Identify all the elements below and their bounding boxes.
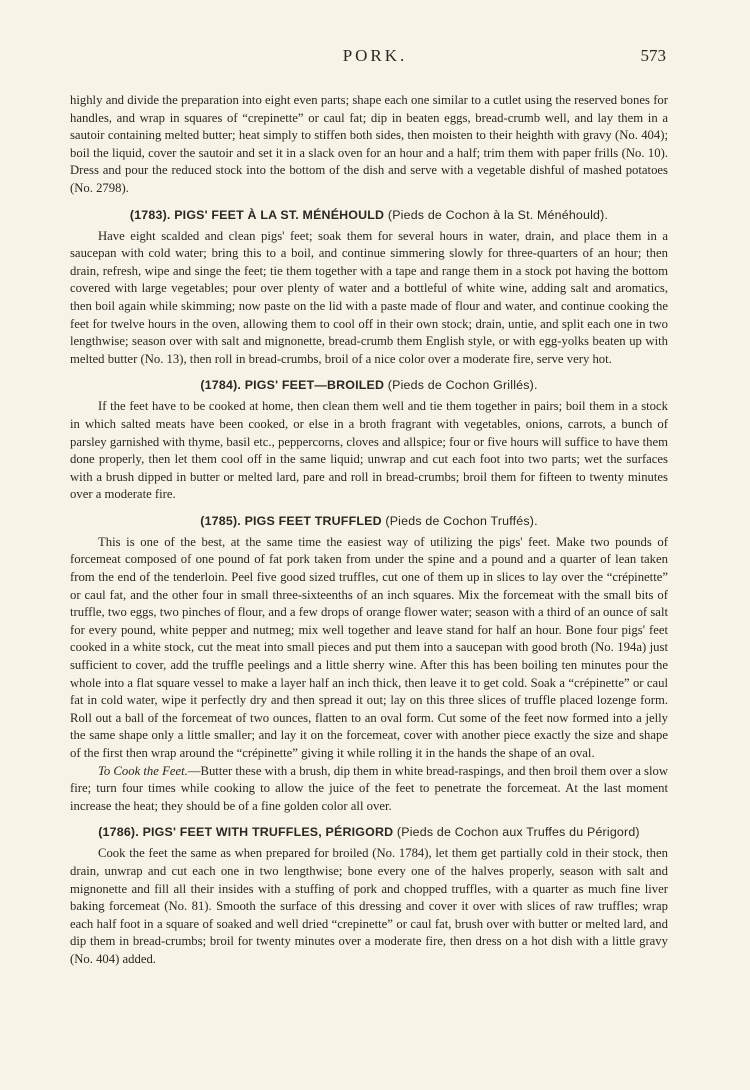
recipe-heading-1784 [70,376,668,394]
subsection-text: —Butter these with a brush, dip them in white bread-raspings, and then broil them over a slow fire; turn four times while cooking to allow the juice of the feet to penetrate the forcemeat. At the last moment increase the heat; they should be of a fine golden color all over. [70,763,668,813]
recipe-text-1784: If the feet have to be cooked at home, then clean them well and tie them together in pairs; boil them in a stock in which salted meats have been cooked, or else in a broth fragrant with vegetables, onions, carrots, a bunch of parsley garnished with thyme, basil etc., peppercorns, cloves and allspice; four or five hours will suffice to have them done properly, then let them cool off in the same liquid; unwrap and cut each foot into two parts; wet the surfaces with a brush dipped in butter or melted lard, pare and roll in bread-crumbs; broil them for fifteen to twenty minutes over a moderate fire. [70,399,668,502]
recipe-heading-1786 [70,823,668,841]
page-number: 573 [640,46,666,65]
recipe-heading-1785 [70,512,668,530]
recipe-french-title: (Pieds de Cochon à la St. Ménéhould). [387,207,609,222]
recipe-title: PIGS' FEET WITH TRUFFLES, PÉRIGORD [142,825,394,840]
recipe-number: (1785). [200,513,241,528]
intro-paragraph: highly and divide the preparation into eight even parts; shape each one similar to a cutlet using the reserved bones for handles, and wrap in squares of “crepinette” or caul fat; dip in beaten eggs, bread-crumb well, and lay them in a sautoir containing melted butter; heat simply to stiffen both sides, then moisten to their heighth with gravy (No. 404); boil the liquid, cover the sautoir and set it in a slack oven for an hour and a half; trim them with paper frills (No. 10). Dress and pour the reduced stock into the bottom of the dish and serve with a vegetable dishful of mashed potatoes (No. 2798). [70,93,668,195]
recipe-text-1786: Cook the feet the same as when prepared for broiled (No. 1784), let them get partially cold in their stock, then drain, unwrap and cut each one in two lengthwise; bone every one of the halves properly, season with salt and mignonette and fill all their insides with a stuffing of pork and chopped truffles, with a quarter as much fine liver baking forcemeat (No. 81). Smooth the surface of this dressing and cover it over with slices of raw truffles; wrap each half foot in a square of soaked and well dried “crepinette” or caul fat, brush over with butter or melted lard, and dip them in bread-crumbs; broil for twenty minutes over a moderate fire, then dress on a hot dish with a little gravy (No. 404) added. [70,846,668,966]
recipe-text-1783: Have eight scalded and clean pigs' feet; soak them for several hours in water, drain, and place them in a saucepan with cold water; bring this to a boil, and continue simmering slowly for three-quarters of an hour; then drain, refresh, wipe and singe the feet; tie them together with a tape and range them in a stock pot having the bottom covered with large vegetables; pour over plenty of water and a bottleful of white wine, adding salt and aromatics, then boil again while skimming; now paste on the lid with a paste made of flour and water, and continue cooking the feet for twelve hours in the oven, allowing them to cool off in their own stock; drain, untie, and split each one in two lengthwise; season over with salt and mignonette, bread-crumb them English style, or with egg-yolks beaten up with melted butter (No. 13), then roll in bread-crumbs, broil of a nice color over a moderate fire, serve very hot. [70,228,668,366]
recipe-french-title: (Pieds de Cochon Grillés). [387,378,538,393]
recipe-title: PIGS FEET TRUFFLED [244,513,382,528]
recipe-french-title: (Pieds de Cochon aux Truffes du Périgord) [396,825,640,840]
recipe-number: (1786). [98,825,139,840]
recipe-title: PIGS' FEET À LA ST. MÉNÉHOULD [174,207,385,222]
recipe-number: (1783). [129,207,171,222]
recipe-number: (1784). [200,378,242,393]
recipe-title: PIGS' FEET—BROILED [244,378,385,393]
recipe-heading-1783 [70,206,668,224]
subsection-label: To Cook the Feet. [98,763,188,778]
recipe-text-1785: This is one of the best, at the same time the easiest way of utilizing the pigs' feet. Make two pounds of forcemeat composed of one pound of fat pork taken from under the spine and a pound and a quarter of lean taken from the end of the tenderloin. Peel five good sized truffles, cut one of them up in slices to lay over the “crépinette” or caul fat, and the other four in small three-sixteenths of an inch squares. Mix the forcemeat with the small bits of truffle, two eggs, two pinches of flour, and a few drops of orange flower water; season with a third of an ounce of salt for every pound, white pepper and nutmeg; mix well together and leave stand for half an hour. Bone four pigs' feet cooked in a white stock, cut the meat into small pieces and put them into a saucepan with good broth (No. 194a) just sufficient to cover, add the truffle peelings and a little sherry wine. After this has been boiling ten minutes pour the whole into a flat square vessel to make a layer half an inch thick, then leave it to get cold. Soak a “crépinette” or caul fat in cold water, wipe it perfectly dry and then spread it out; lay on this three slices of truffle placed lozenge form. Roll out a ball of the forcemeat of two ounces, flatten to an oval form. Cut some of the feet now formed into a jelly the same shape only a little smaller; and lay it on the forcemeat, cover with another piece exactly the size and shape of the first then wrap around the “crépinette” giving it while rolling it in the hands the shape of an oval. [70,534,668,760]
running-title: PORK. [342,46,408,65]
subsection-paragraph [70,763,668,816]
page-body [70,92,668,969]
recipe-french-title: (Pieds de Cochon Truffés). [385,513,538,528]
page-header [0,46,750,70]
